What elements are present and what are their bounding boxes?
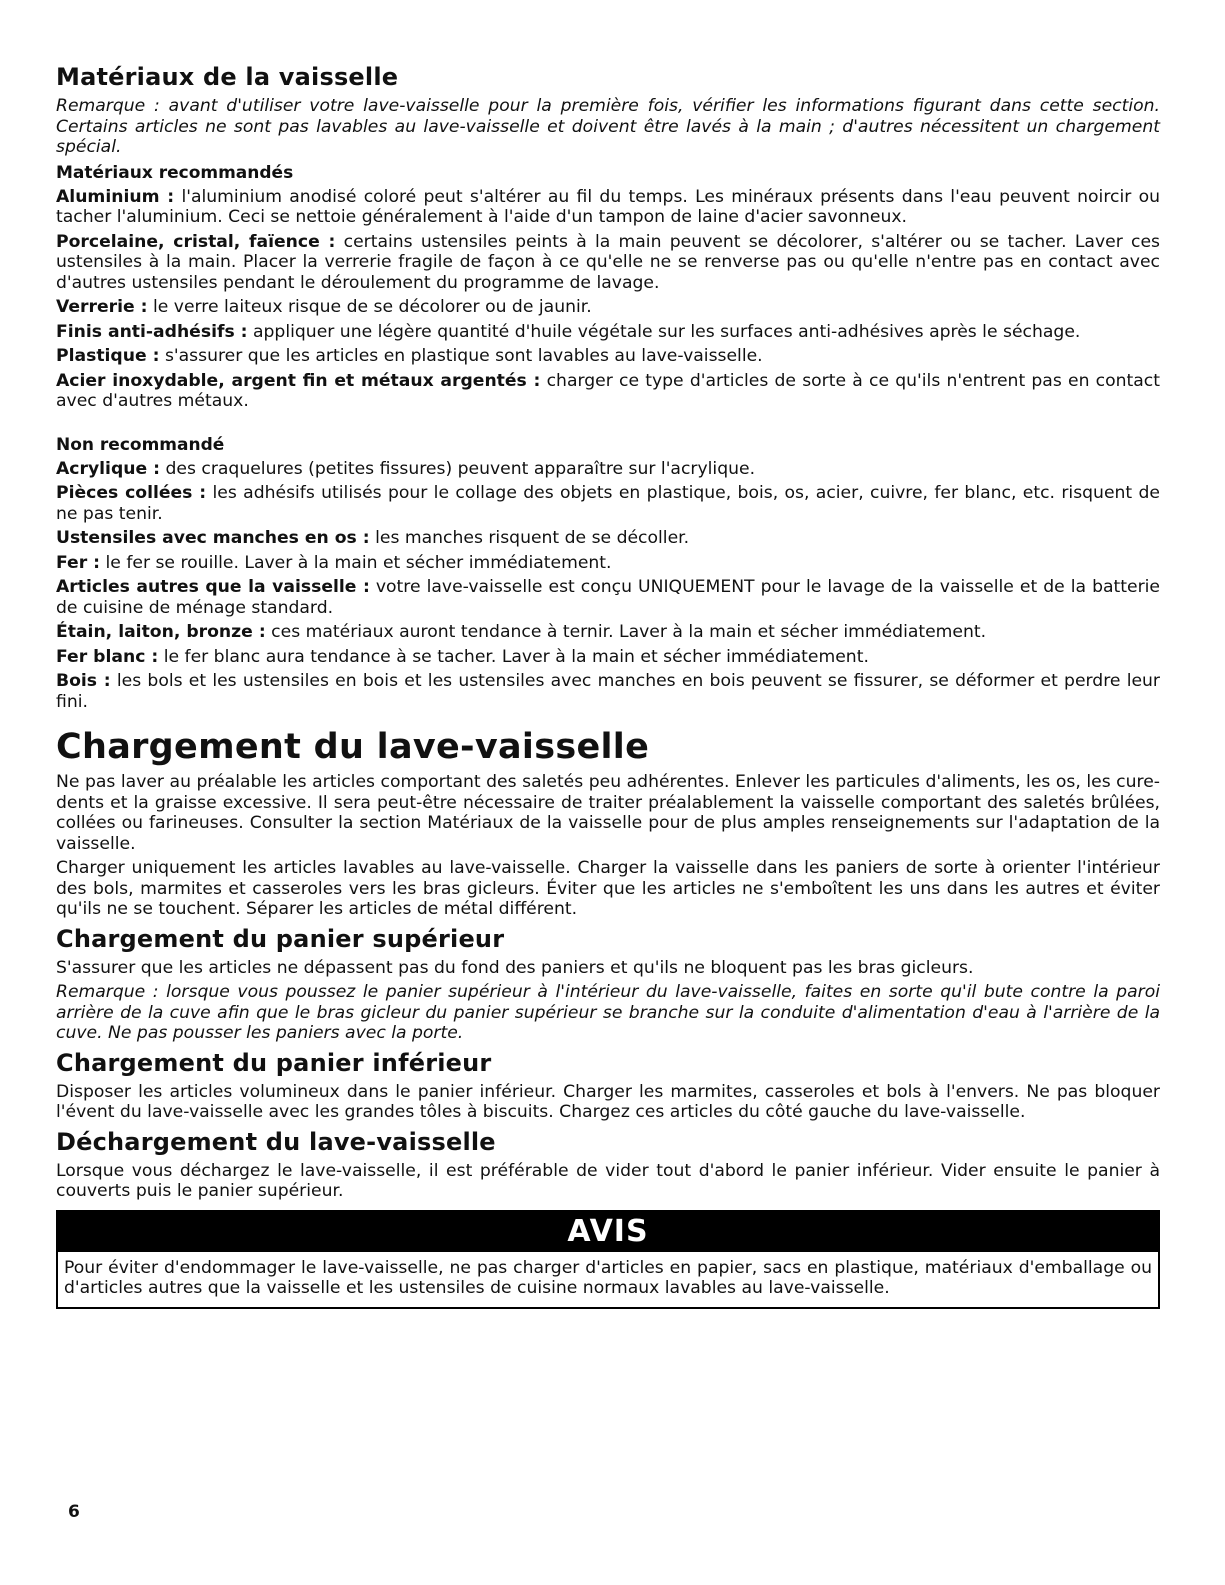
item-term: Finis anti-adhésifs : — [56, 321, 248, 342]
upper-basket-paragraph: S'assurer que les articles ne dépassent pas du fond des paniers et qu'ils ne bloquent pas les bras gicleurs. — [56, 957, 974, 978]
list-item — [56, 553, 1160, 574]
item-term: Fer : — [56, 552, 101, 573]
list-item — [56, 483, 1160, 524]
unloading-title: Déchargement du lave-vaisselle — [56, 1127, 496, 1156]
loading-paragraph-1: Ne pas laver au préalable les articles comportant des saletés peu adhérentes. Enlever les particules d'aliments, les os, les cure-dents et la graisse excessive. Il sera peut-être nécessaire de traiter préalablement la vaisselle comportant des saletés brûlées, collées ou farineuses. Consulter la section Matériaux de la vaisselle pour de plus amples renseignements sur l'adaptation de la vaisselle. — [56, 772, 1160, 854]
page-content — [56, 62, 1160, 1309]
item-text: le verre laiteux risque de se décolorer ou de jaunir. — [147, 297, 592, 317]
list-item — [56, 671, 1160, 712]
item-text: les manches risquent de se décoller. — [369, 528, 690, 548]
item-term: Aluminium : — [56, 186, 175, 207]
item-text: votre lave-vaisselle est conçu UNIQUEMENT pour le lavage de la vaisselle et de la batterie de cuisine de ménage standard. — [56, 577, 1160, 618]
item-text: des craquelures (petites fissures) peuvent apparaître sur l'acrylique. — [160, 458, 756, 479]
item-text: appliquer une légère quantité d'huile végétale sur les surfaces anti-adhésives après le séchage. — [247, 321, 1081, 342]
loading-paragraph-2: Charger uniquement les articles lavables au lave-vaisselle. Charger la vaisselle dans les paniers de sorte à orienter l'intérieur des bols, marmites et casseroles vers les bras gicleurs. Éviter que les articles ne s'emboîtent les uns dans les autres et éviter qu'ils ne se touchent. Séparer les articles de métal différent. — [56, 858, 1160, 919]
not-recommended-heading: Non recommandé — [56, 434, 225, 455]
item-term: Acrylique : — [56, 458, 161, 479]
page-number: 6 — [68, 1502, 80, 1522]
item-text: le fer se rouille. Laver à la main et sécher immédiatement. — [100, 552, 612, 573]
item-text: charger ce type d'articles de sorte à ce qu'ils n'entrent pas en contact avec d'autres métaux. — [56, 370, 1160, 411]
materials-note: Remarque : avant d'utiliser votre lave-vaisselle pour la première fois, vérifier les informations figurant dans cette section. Certains articles ne sont pas lavables au lave-vaisselle et doivent être lavés à la main ; d'autres nécessitent un chargement spécial. — [56, 96, 1160, 157]
item-text: les adhésifs utilisés pour le collage des objets en plastique, bois, os, acier, cuivre, fer blanc, etc. risquent de ne pas tenir. — [56, 483, 1160, 524]
materials-title: Matériaux de la vaisselle — [56, 63, 399, 91]
item-term: Plastique : — [56, 346, 160, 366]
list-item — [56, 232, 1160, 294]
item-term: Ustensiles avec manches en os : — [56, 528, 370, 548]
item-term: Bois : — [56, 671, 111, 691]
list-item — [56, 371, 1160, 412]
item-term: Acier inoxydable, argent fin et métaux argentés : — [56, 370, 541, 391]
item-text: ces matériaux auront tendance à ternir. Laver à la main et sécher immédiatement. — [265, 622, 987, 642]
item-text: s'assurer que les articles en plastique sont lavables au lave-vaisselle. — [159, 346, 763, 366]
recommended-heading: Matériaux recommandés — [56, 162, 294, 183]
list-item — [56, 346, 1160, 367]
unloading-paragraph: Lorsque vous déchargez le lave-vaisselle, il est préférable de vider tout d'abord le panier inférieur. Vider ensuite le panier à couverts puis le panier supérieur. — [56, 1160, 1160, 1201]
notice-body — [58, 1252, 1158, 1307]
list-item — [56, 459, 1160, 480]
item-text: l'aluminium anodisé coloré peut s'altérer au fil du temps. Les minéraux présents dans l'eau peuvent noircir ou tacher l'aluminium. Ceci se nettoie généralement à l'aide d'un tampon de laine d'acier savonneux. — [56, 186, 1160, 227]
item-term: Étain, laiton, bronze : — [56, 622, 266, 642]
item-text: les bols et les ustensiles en bois et les ustensiles avec manches en bois peuvent se fissurer, se déformer et perdre leur fini. — [56, 671, 1160, 712]
item-term: Articles autres que la vaisselle : — [56, 577, 370, 597]
recommended-list — [56, 187, 1160, 412]
list-item — [56, 322, 1160, 343]
spacer — [56, 416, 1160, 432]
item-text: certains ustensiles peints à la main peuvent se décolorer, s'altérer ou se tacher. Laver ces ustensiles à la main. Placer la verrerie fragile de façon à ce qu'elle ne se renverse pas ou qu'elle n'entre pas en contact avec d'autres ustensiles pendant le déroulement du programme de lavage. — [56, 231, 1160, 293]
item-term: Fer blanc : — [56, 646, 159, 667]
list-item — [56, 528, 1160, 549]
upper-basket-title: Chargement du panier supérieur — [56, 924, 505, 953]
list-item — [56, 297, 1160, 318]
lower-basket-paragraph: Disposer les articles volumineux dans le panier inférieur. Charger les marmites, casseroles et bols à l'envers. Ne pas bloquer l'évent du lave-vaisselle avec les grandes tôles à biscuits. Chargez ces articles du côté gauche du lave-vaisselle. — [56, 1081, 1160, 1122]
list-item — [56, 187, 1160, 228]
notice-title: AVIS — [58, 1212, 1158, 1252]
notice-text: Pour éviter d'endommager le lave-vaisselle, ne pas charger d'articles en papier, sacs en plastique, matériaux d'emballage ou d'articles autres que la vaisselle et les ustensiles de cuisine normaux lavables au lave-vaisselle. — [64, 1257, 1152, 1298]
not-recommended-list — [56, 459, 1160, 713]
list-item — [56, 622, 1160, 643]
upper-basket-note: Remarque : lorsque vous poussez le panier supérieur à l'intérieur du lave-vaisselle, faites en sorte qu'il bute contre la paroi arrière de la cuve afin que le bras gicleur du panier supérieur se branche sur la conduite d'alimentation d'eau à l'arrière de la cuve. Ne pas pousser les paniers avec la porte. — [56, 982, 1160, 1043]
lower-basket-title: Chargement du panier inférieur — [56, 1048, 492, 1077]
loading-title: Chargement du lave-vaisselle — [56, 727, 650, 767]
item-term: Verrerie : — [56, 297, 148, 317]
notice-box — [56, 1210, 1160, 1309]
list-item — [56, 647, 1160, 668]
item-text: le fer blanc aura tendance à se tacher. Laver à la main et sécher immédiatement. — [158, 646, 869, 667]
list-item — [56, 577, 1160, 618]
item-term: Pièces collées : — [56, 483, 207, 503]
item-term: Porcelaine, cristal, faïence : — [56, 231, 336, 252]
